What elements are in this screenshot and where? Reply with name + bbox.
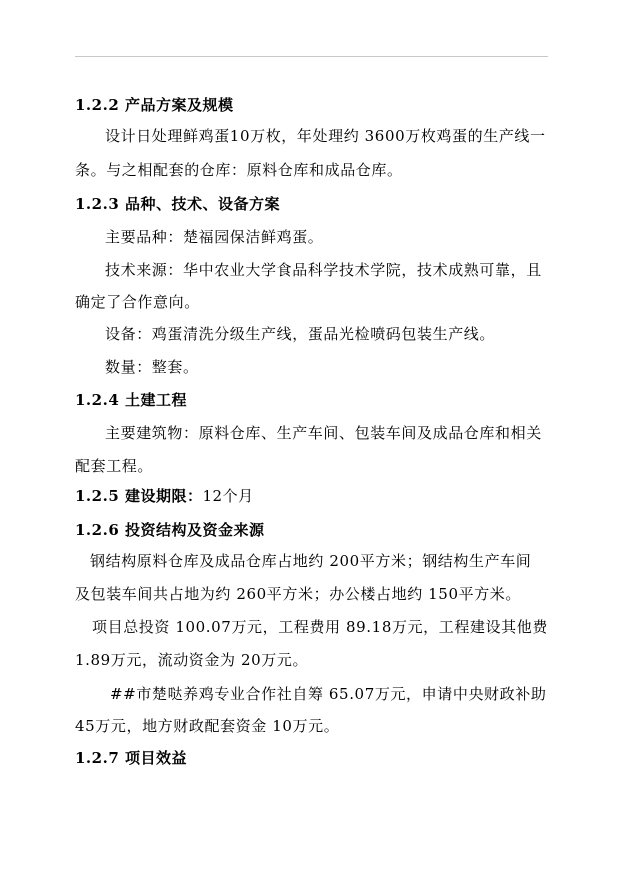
- section-heading-1-2-4: 1.2.4 土建工程: [75, 391, 187, 409]
- paragraph-line: 技术来源：华中农业大学食品科学技术学院，技术成熟可靠，且: [105, 261, 542, 279]
- paragraph-line: 条。与之相配套的仓库：原料仓库和成品仓库。: [75, 161, 403, 179]
- paragraph-line: 45万元，地方财政配套资金 10万元。: [75, 717, 340, 735]
- paragraph-line: 确定了合作意向。: [75, 293, 200, 311]
- paragraph-line: 及包装车间共占地为约 260平方米；办公楼占地约 150平方米。: [75, 585, 521, 603]
- construction-period-value: 12个月: [202, 487, 254, 505]
- paragraph-line: 配套工程。: [75, 457, 154, 475]
- paragraph-line: 钢结构原料仓库及成品仓库占地约 200平方米；钢结构生产车间: [90, 552, 532, 570]
- section-heading-1-2-5: [75, 486, 254, 506]
- section-heading-1-2-2: 1.2.2 产品方案及规模: [75, 96, 234, 114]
- paragraph-line: 1.89万元，流动资金为 20万元。: [75, 651, 309, 669]
- paragraph-line: 主要建筑物：原料仓库、生产车间、包装车间及成品仓库和相关: [105, 424, 542, 442]
- paragraph-line: 设备：鸡蛋清洗分级生产线，蛋品光检喷码包装生产线。: [105, 325, 496, 343]
- section-heading-1-2-3: 1.2.3 品种、技术、设备方案: [75, 195, 280, 213]
- section-heading-1-2-6: 1.2.6 投资结构及资金来源: [75, 521, 265, 539]
- paragraph-line: 项目总投资 100.07万元，工程费用 89.18万元，工程建设其他费: [92, 618, 548, 636]
- paragraph-line: 数量：整套。: [105, 358, 199, 376]
- paragraph-line: 主要品种：楚福园保洁鲜鸡蛋。: [105, 228, 324, 246]
- section-heading-label: 1.2.5 建设期限：: [75, 487, 203, 505]
- paragraph-line: ##市楚哒养鸡专业合作社自筹 65.07万元，申请中央财政补助: [110, 685, 547, 703]
- paragraph-line: 设计日处理鲜鸡蛋10万枚，年处理约 3600万枚鸡蛋的生产线一: [105, 127, 546, 145]
- header-rule: [75, 56, 548, 57]
- section-heading-1-2-7: 1.2.7 项目效益: [75, 749, 187, 767]
